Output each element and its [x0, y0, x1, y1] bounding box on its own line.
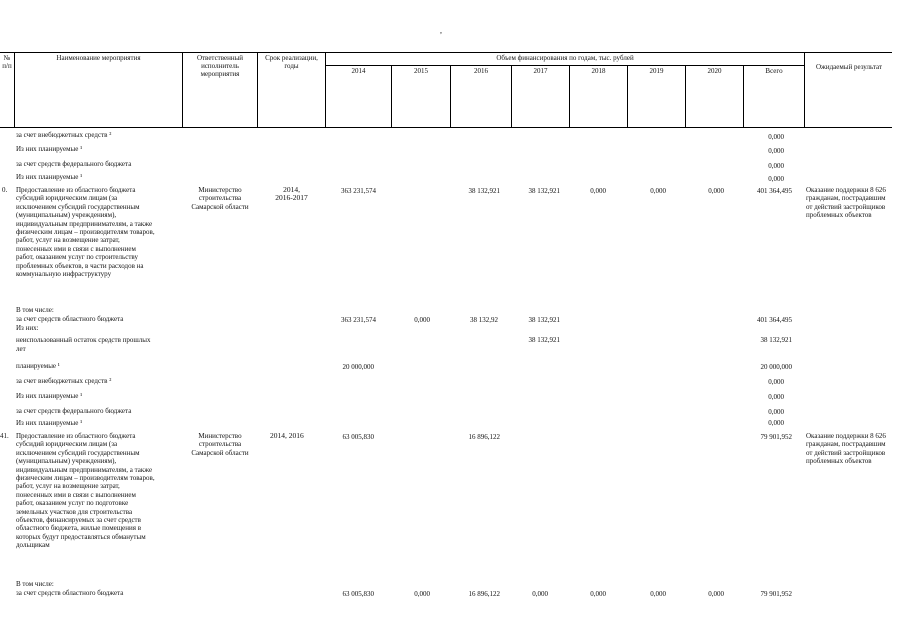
- regional-2015: 0,000: [414, 316, 430, 324]
- regional-label: за счет средств областного бюджета: [16, 589, 124, 597]
- value-2017: 38 132,921: [528, 187, 560, 195]
- item-name-line: работ, услуг на возмещение затрат,: [16, 236, 120, 245]
- responsible-line: Министерство: [198, 186, 242, 194]
- header-total: Всего: [765, 67, 783, 75]
- value-2019: 0,000: [650, 187, 666, 195]
- regional-2016: 38 132,92: [470, 316, 498, 324]
- regional-2014: 363 231,574: [341, 316, 376, 324]
- regional-2017: 0,000: [532, 590, 548, 598]
- row-total: 0,000: [768, 378, 784, 386]
- header-responsible: Ответственный исполнитель мероприятия: [196, 54, 244, 78]
- responsible-line: Самарской области: [191, 448, 249, 457]
- value-2016: 16 896,122: [468, 433, 500, 441]
- header-year: 2017: [533, 67, 548, 75]
- regional-2015: 0,000: [414, 590, 430, 598]
- value-total: 79 901,952: [760, 433, 792, 441]
- row-label: Из них планируемые ¹: [16, 173, 83, 181]
- item-name: [16, 432, 155, 550]
- header-year: 2020: [707, 67, 722, 75]
- item-term: 2014, 2016: [270, 431, 304, 440]
- regional-2014: 63 005,830: [342, 590, 374, 598]
- value-2018: 0,000: [590, 187, 606, 195]
- unused-total: 38 132,921: [760, 336, 792, 344]
- header-year: 2019: [649, 67, 664, 75]
- row-total: 0,000: [768, 393, 784, 401]
- of-which-label: Из них:: [16, 324, 39, 332]
- value-total: 401 364,495: [757, 187, 792, 195]
- incl-label: В том числе:: [16, 580, 54, 588]
- item-name-line: Предоставление из областного бюджета: [16, 432, 136, 440]
- regional-2017: 38 132,921: [528, 316, 560, 324]
- item-name-line: индивидуальным предпринимателям, а также: [16, 219, 153, 228]
- item-number: 0.: [2, 186, 8, 194]
- item-name-line: субсидий юридическим лицам (за: [16, 440, 118, 449]
- header-finance: Объем финансирования по годам, тыс. рублей: [496, 54, 634, 62]
- col-divider: [804, 52, 805, 128]
- row-total: 0,000: [768, 162, 784, 170]
- expected-result: Оказание поддержки 8 626 гражданам, пострадавшим от действий застройщиков проблемных объектов: [806, 432, 886, 466]
- col-divider: [325, 52, 326, 128]
- item-number: 41.: [0, 432, 9, 440]
- regional-total: 401 364,495: [757, 316, 792, 324]
- regional-total: 79 901,952: [760, 590, 792, 598]
- item-name-line: исключением субсидий государственным: [16, 202, 140, 211]
- regional-2019: 0,000: [650, 590, 666, 598]
- table-header: [0, 52, 892, 128]
- item-name-line: физическим лицам – производителям товаров,: [16, 228, 155, 237]
- item-name-line: (муниципальным) учреждениям),: [16, 211, 117, 220]
- item-term: [258, 186, 325, 203]
- planned-2014: 20 000,000: [342, 363, 374, 371]
- regional-2016: 16 896,122: [468, 590, 500, 598]
- item-name-line: (муниципальным) учреждениям),: [16, 457, 117, 466]
- responsible-line: Министерство: [198, 432, 242, 440]
- unused-2017: 38 132,921: [528, 336, 560, 344]
- header-year: 2015: [414, 67, 428, 75]
- item-name-line: Предоставление из областного бюджета: [16, 186, 136, 194]
- row-label: за счет внебюджетных средств ²: [16, 377, 112, 385]
- header-year: 2016: [474, 67, 488, 75]
- row-total: 0,000: [768, 147, 784, 155]
- col-divider: [182, 52, 183, 128]
- header-result: Ожидаемый результат: [815, 63, 883, 71]
- header-num: № п/п: [2, 54, 12, 70]
- item-name-line: индивидуальным предпринимателям, а также: [16, 465, 153, 474]
- page-mark: ,: [440, 26, 442, 35]
- item-name-line: исключением субсидий государственным: [16, 448, 140, 457]
- expected-result: Оказание поддержки 8 626 гражданам, пострадавшим от действий застройщиков проблемных объектов: [806, 186, 886, 220]
- row-label: за счет средств федерального бюджета: [16, 407, 132, 415]
- header-years-line: [325, 65, 805, 66]
- col-divider: [14, 52, 15, 128]
- item-name-line: земельных участков для строительства: [16, 507, 133, 516]
- item-name-line: дольщикам: [16, 541, 50, 550]
- item-name-line: проблемных объектов, в части расходов на: [16, 261, 144, 270]
- row-total: 0,000: [768, 419, 784, 427]
- header-year: 2018: [591, 67, 606, 75]
- item-name: [16, 186, 155, 278]
- value-2020: 0,000: [708, 187, 724, 195]
- header-year: 2014: [351, 67, 366, 75]
- row-label: Из них планируемые ¹: [16, 145, 83, 153]
- item-name-line: коммунальную инфраструктуру: [16, 270, 112, 279]
- item-name-line: работ, оказанием услуг по строительству: [16, 253, 138, 262]
- unused-label-cont: лет: [16, 345, 26, 353]
- value-2014: 363 231,574: [341, 187, 376, 195]
- item-name-line: понесенных ими в связи с выполнением: [16, 490, 136, 499]
- item-name-line: которых будут предоставляться обманутым: [16, 532, 146, 541]
- item-responsible: [184, 186, 256, 211]
- row-label: Из них планируемые ¹: [16, 392, 83, 400]
- item-name-line: понесенных ими в связи с выполнением: [16, 244, 136, 253]
- header-top-line-result: [804, 52, 892, 53]
- header-term: Срок реализации, годы: [265, 54, 318, 70]
- header-name: Наименование мероприятия: [56, 54, 141, 62]
- item-name-line: объектов, финансируемых за счет средств: [16, 516, 141, 525]
- responsible-line: строительства: [198, 194, 242, 203]
- item-name-line: работ, услуг на возмещение затрат,: [16, 482, 120, 491]
- term-line: 2016-2017: [275, 193, 308, 203]
- responsible-line: Самарской области: [191, 202, 249, 211]
- planned-label: планируемые ¹: [16, 362, 60, 370]
- item-responsible: [184, 432, 256, 457]
- row-total: 0,000: [768, 175, 784, 183]
- row-label: за счет внебюджетных средств ²: [16, 131, 112, 139]
- header-bottom-line-result: [804, 127, 892, 128]
- header-top-line: [0, 52, 806, 53]
- row-total: 0,000: [768, 133, 784, 141]
- item-name-line: областного бюджета, жилые помещения в: [16, 524, 141, 533]
- regional-2020: 0,000: [708, 590, 724, 598]
- row-total: 0,000: [768, 408, 784, 416]
- item-name-line: физическим лицам – производителям товаров,: [16, 474, 155, 483]
- value-2014: 63 005,830: [342, 433, 374, 441]
- value-2016: 38 132,921: [468, 187, 500, 195]
- incl-label: В том числе:: [16, 306, 54, 314]
- regional-2018: 0,000: [590, 590, 606, 598]
- row-label: за счет средств федерального бюджета: [16, 160, 132, 168]
- unused-label: неиспользованный остаток средств прошлых: [16, 336, 151, 344]
- item-name-line: субсидий юридическим лицам (за: [16, 194, 118, 203]
- row-label: Из них планируемые ¹: [16, 419, 83, 427]
- planned-total: 20 000,000: [760, 363, 792, 371]
- item-name-line: работ, оказанием услуг по подготовке: [16, 499, 129, 508]
- regional-label: за счет средств областного бюджета: [16, 315, 124, 323]
- responsible-line: строительства: [198, 440, 242, 449]
- term-line: 2014,: [283, 185, 300, 194]
